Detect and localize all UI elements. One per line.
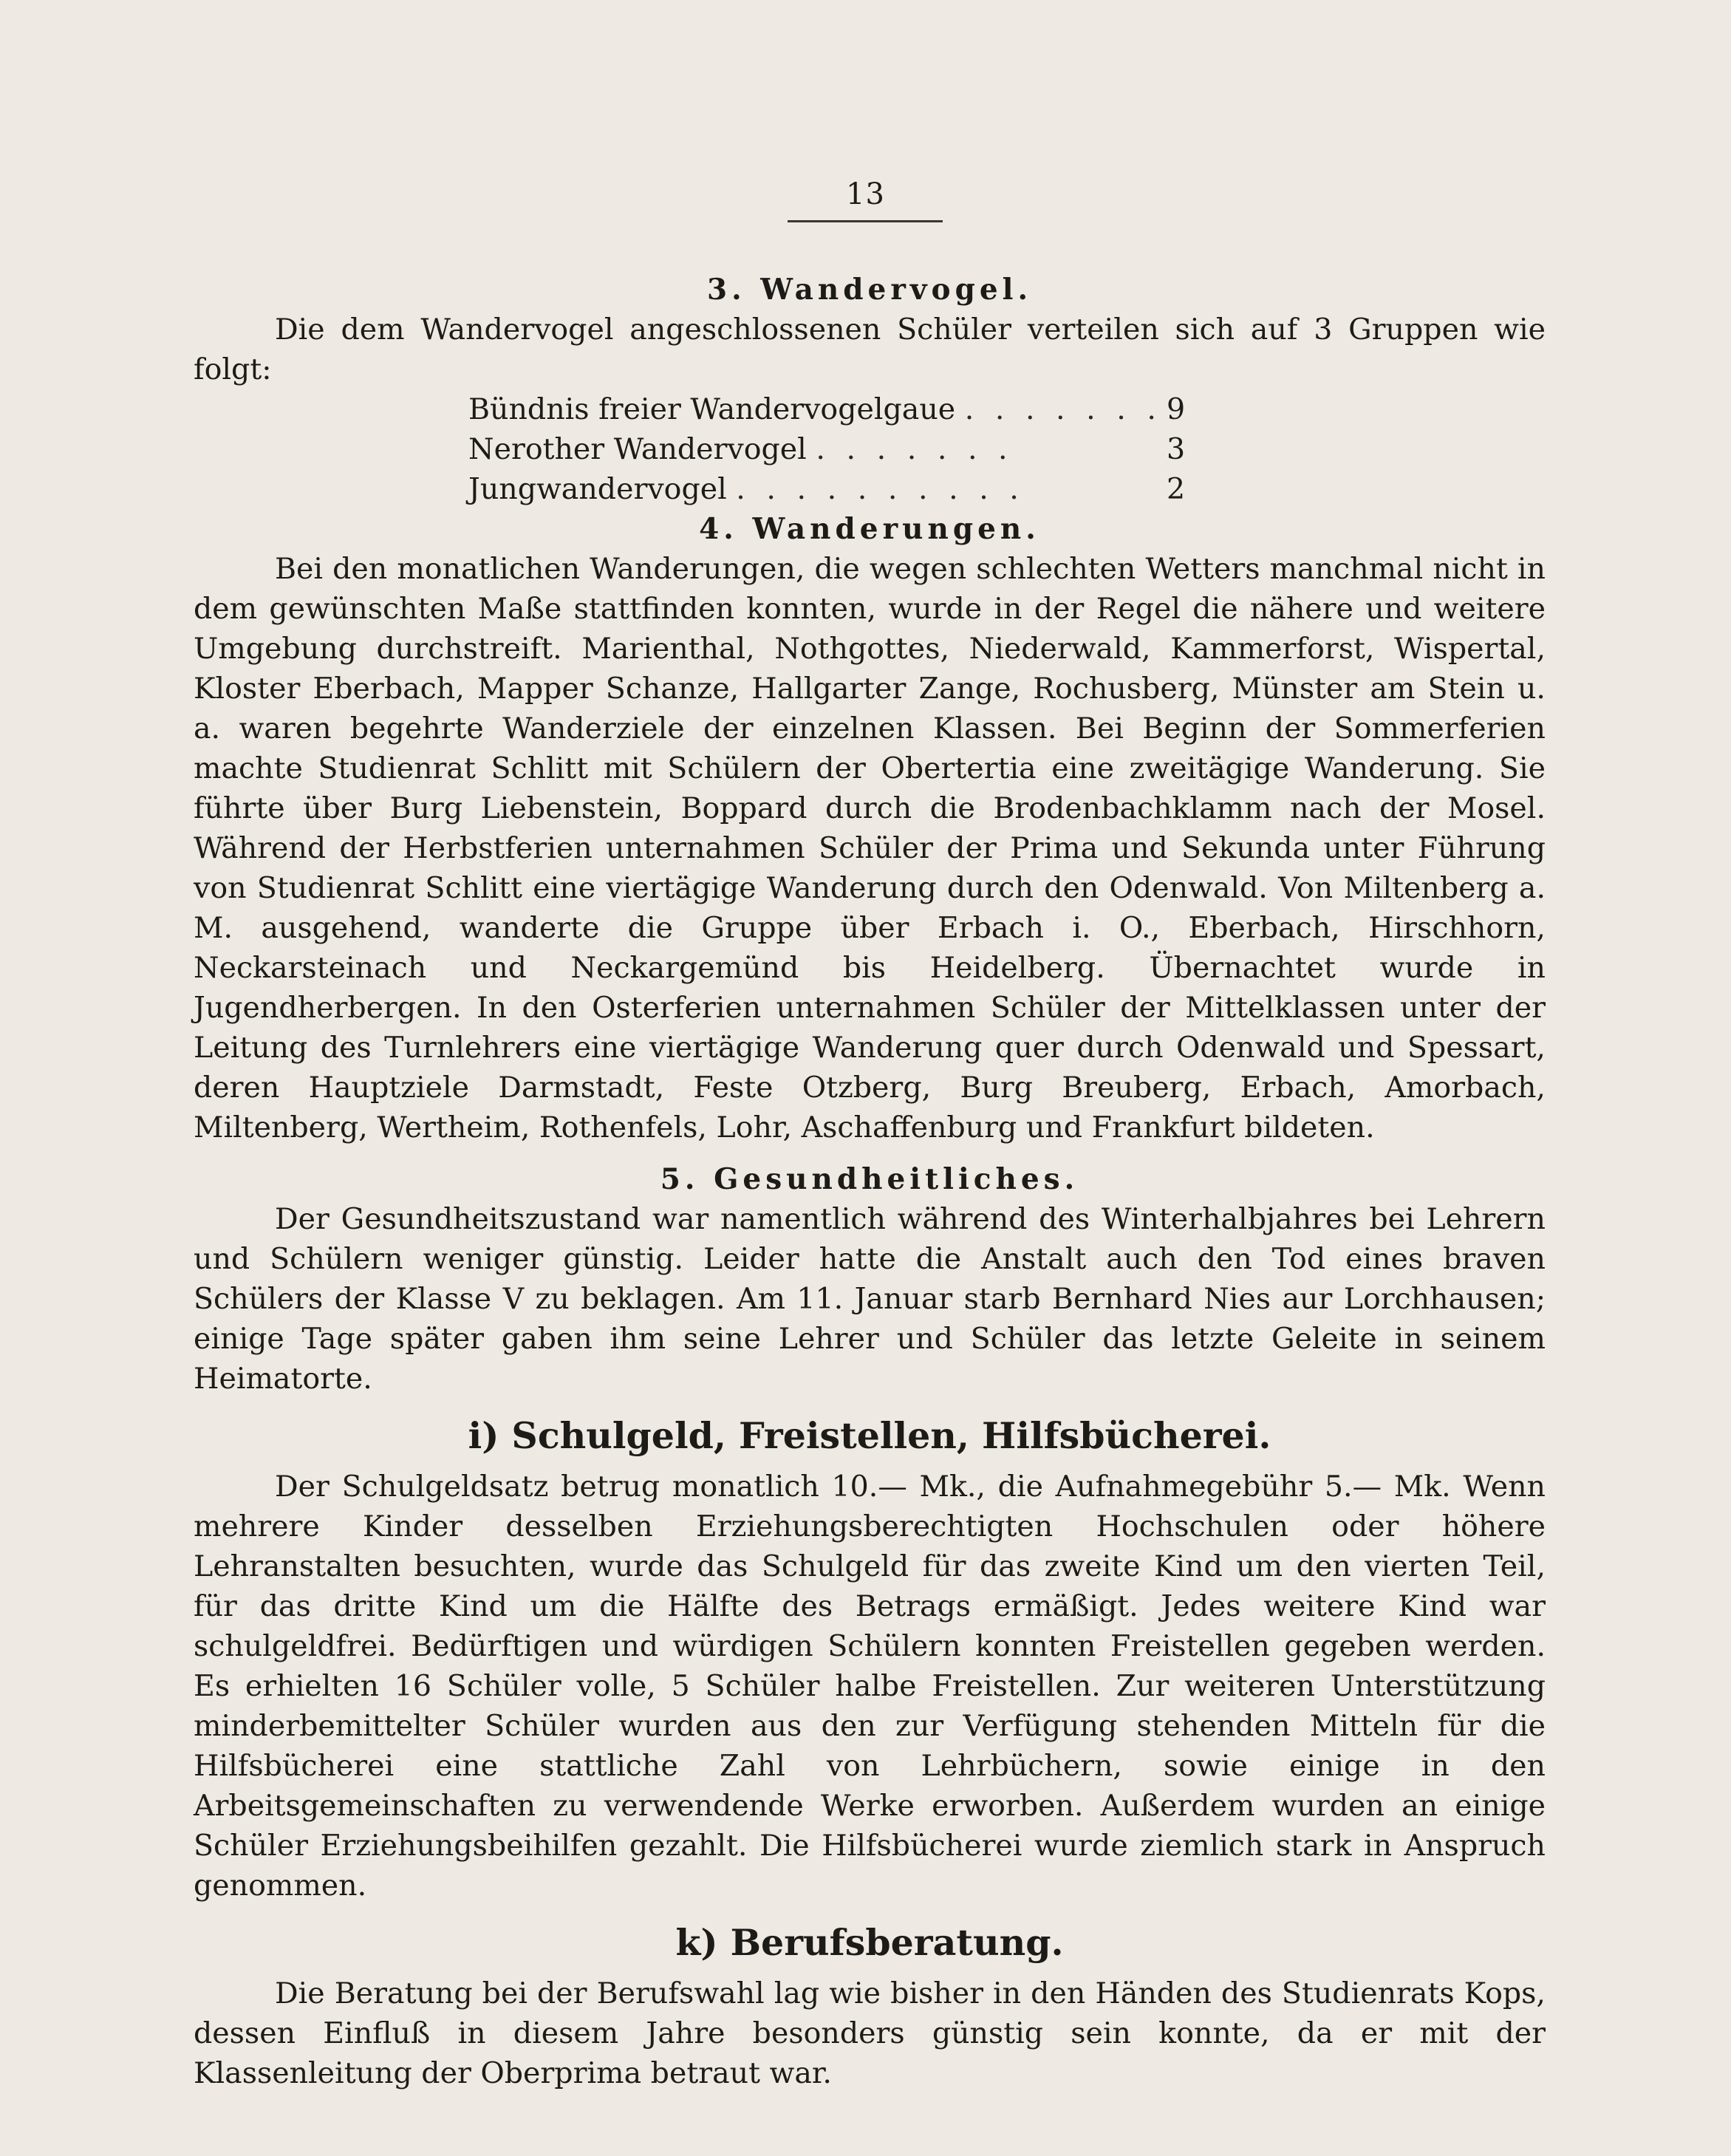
berufsberatung-paragraph: Die Beratung bei der Berufswahl lag wie bisher in den Händen des Studienrats Kops, dessen Einfluß in diesem Jahre besonders günstig sein konnte, da er mit der Klassenleitung der Oberprima betraut war.: [194, 1976, 1546, 2090]
group-count: 2: [1166, 472, 1186, 506]
heading-berufsberatung: k) Berufsberatung.: [675, 1921, 1064, 1964]
group-name: Bündnis freier Wandervogelgaue . . . . . . .: [468, 392, 1162, 426]
page-content: [194, 270, 1546, 2093]
page-number: 13: [846, 177, 885, 211]
table-row: [468, 469, 1185, 509]
wandervogel-groups-table: [468, 389, 1185, 509]
gesundheit-paragraph: Der Gesundheitszustand war namentlich während des Winterhalbjahres bei Lehrern und Schülern weniger günstig. Leider hatte die Anstalt auch den Tod eines braven Schülers der Klasse V zu beklagen. Am 11. Januar starb Bernhard Nies aur Lorchhausen; einige Tage später gaben ihm seine Lehrer und Schüler das letzte Geleite in seinem Heimatorte.: [194, 1202, 1546, 1396]
wandervogel-intro: Die dem Wandervogel angeschlossenen Schüler verteilen sich auf 3 Gruppen wie folgt:: [194, 313, 1546, 386]
leader-dots: . . . . . . .: [816, 432, 1014, 466]
leader-dots: . . . . . . . . . .: [736, 472, 1025, 506]
schulgeld-paragraph: Der Schulgeldsatz betrug monatlich 10.— Mk., die Aufnahmegebühr 5.— Mk. Wenn mehrere Kinder desselben Erziehungsberechtigten Hochschulen oder höhere Lehranstalten besuchten, wurde das Schulgeld für das zweite Kind um den vierten Teil, für das dritte Kind um die Hälfte des Betrags ermäßigt. Jedes weitere Kind war schulgeldfrei. Bedürftigen und würdigen Schülern konnten Freistellen gegeben werden. Es erhielten 16 Schüler volle, 5 Schüler halbe Freistellen. Zur weiteren Unterstützung minderbemittelter Schüler wurden aus den zur Verfügung stehenden Mitteln für die Hilfsbücherei eine stattliche Zahl von Lehrbüchern, sowie einige in den Arbeitsgemeinschaften zu verwendende Werke erworben. Außerdem wurden an einige Schüler Erziehungsbeihilfen gezahlt. Die Hilfsbücherei wurde ziemlich stark in Anspruch genommen.: [194, 1470, 1546, 1903]
header-rule: [788, 220, 943, 222]
table-row: [468, 429, 1185, 469]
leader-dots: . . . . . . .: [964, 392, 1162, 426]
heading-wandervogel: 3. Wandervogel.: [706, 273, 1033, 307]
heading-schulgeld: i) Schulgeld, Freistellen, Hilfsbücherei.: [468, 1414, 1271, 1457]
group-count: 9: [1166, 392, 1186, 426]
heading-gesundheit: 5. Gesundheitliches.: [660, 1162, 1079, 1196]
group-name: Jungwandervogel . . . . . . . . . .: [468, 472, 1025, 506]
table-row: [468, 389, 1185, 429]
group-name: Nerother Wandervogel . . . . . . .: [468, 432, 1014, 466]
wanderungen-paragraph: Bei den monatlichen Wanderungen, die wegen schlechten Wetters manchmal nicht in dem gewünschten Maße stattfinden konnten, wurde in der Regel die nähere und weitere Umgebung durchstreift. Marienthal, Nothgottes, Niederwald, Kammerforst, Wispertal, Kloster Eberbach, Mapper Schanze, Hallgarter Zange, Rochusberg, Münster am Stein u. a. waren begehrte Wanderziele der einzelnen Klassen. Bei Beginn der Sommerferien machte Studienrat Schlitt mit Schülern der Obertertia eine zweitägige Wanderung. Sie führte über Burg Liebenstein, Boppard durch die Brodenbachklamm nach der Mosel. Während der Herbstferien unternahmen Schüler der Prima und Sekunda unter Führung von Studienrat Schlitt eine viertägige Wanderung durch den Odenwald. Von Miltenberg a. M. ausgehend, wanderte die Gruppe über Erbach i. O., Eberbach, Hirschhorn, Neckarsteinach und Neckargemünd bis Heidelberg. Übernachtet wurde in Jugendherbergen. In den Osterferien unternahmen Schüler der Mittelklassen unter der Leitung des Turnlehrers eine viertägige Wanderung quer durch Odenwald und Spessart, deren Hauptziele Darmstadt, Feste Otzberg, Burg Breuberg, Erbach, Amorbach, Miltenberg, Wertheim, Rothenfels, Lohr, Aschaffenburg und Frankfurt bildeten.: [194, 552, 1546, 1144]
heading-wanderungen: 4. Wanderungen.: [699, 512, 1040, 546]
group-count: 3: [1166, 432, 1186, 466]
